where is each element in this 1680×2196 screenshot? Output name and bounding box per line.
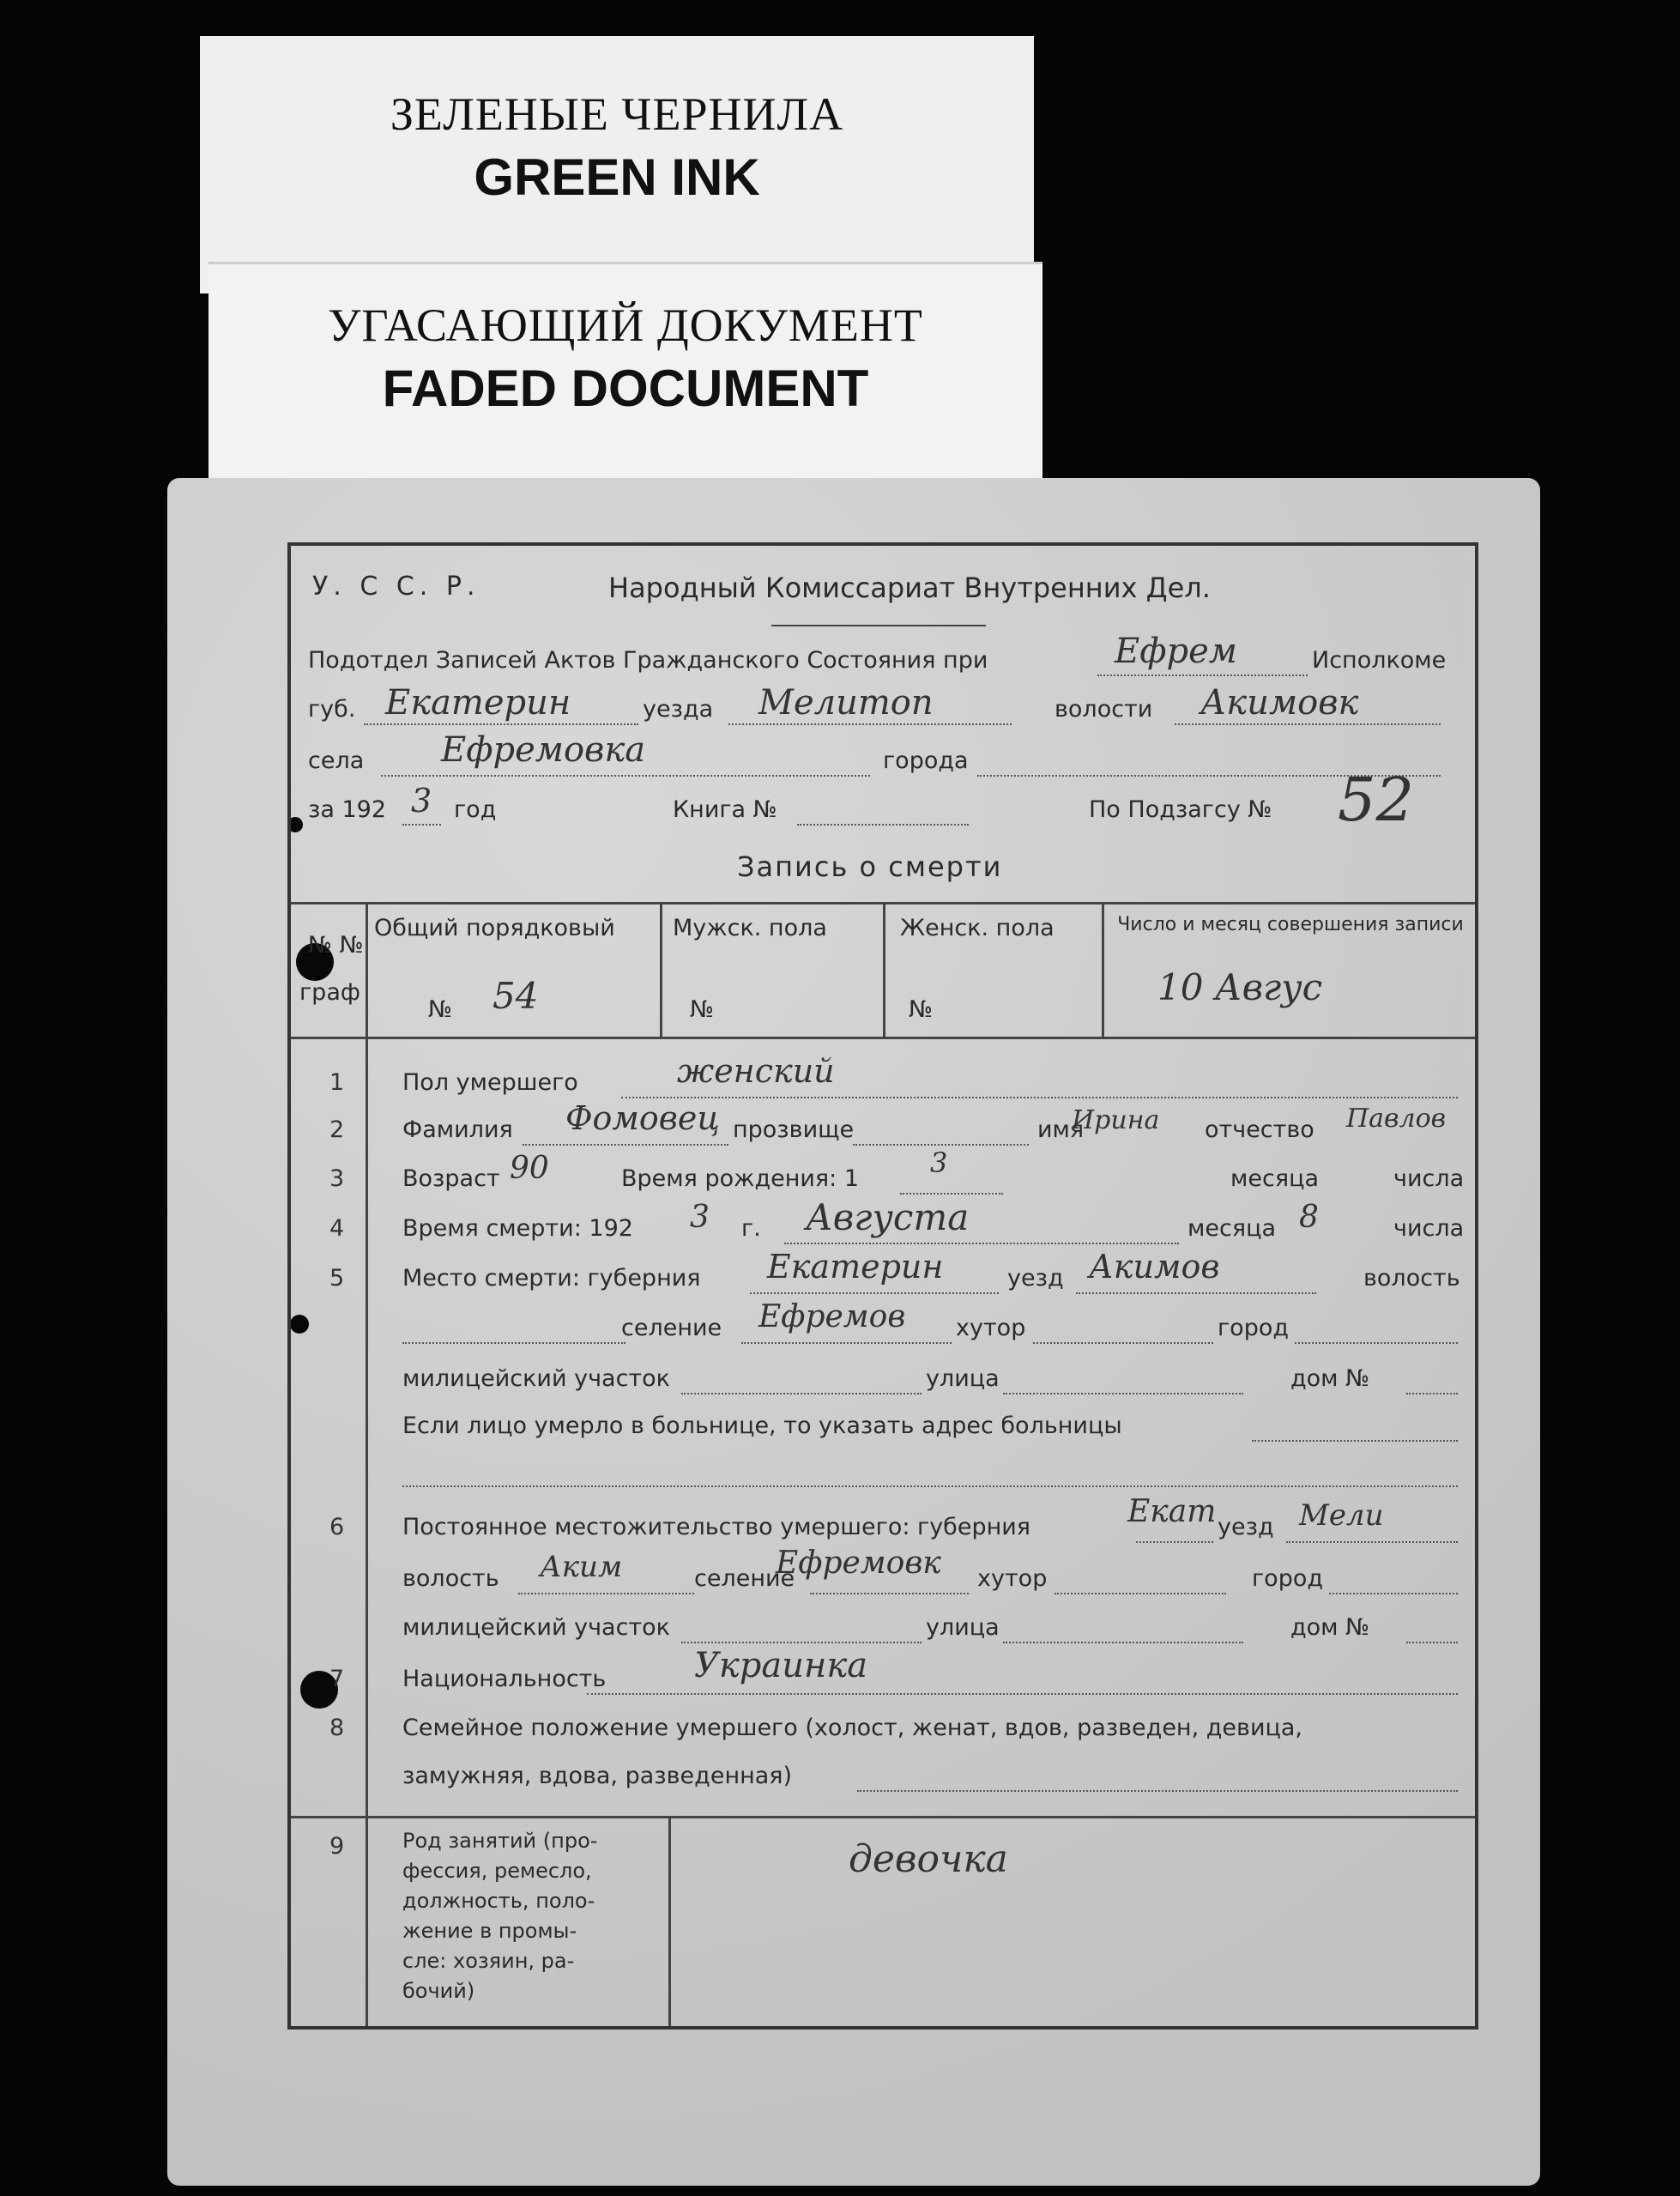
birth-label: Время рождения: 1 [621,1165,860,1192]
death-gorod-label: город [1218,1315,1290,1341]
faded-document-label-ru: УГАСАЮЩИЙ ДОКУМЕНТ [328,299,923,351]
death-day-label: числа [1393,1215,1465,1242]
death-place-volost-label: волость [1363,1265,1460,1292]
death-day-handwritten: 8 [1299,1200,1319,1235]
death-selenie-handwritten: Ефремов [758,1299,906,1334]
residence-volost-label: волость [402,1565,499,1592]
row-number: 3 [329,1165,345,1192]
residence-selenie-label: селение [694,1565,795,1592]
row-number: 9 [329,1833,345,1860]
volost-handwritten: Акимовк [1200,683,1359,723]
hospital-label: Если лицо умерло в больнице, то указать адрес больницы [402,1413,1122,1439]
row-number: 8 [329,1715,345,1741]
death-place-uezd-line [1076,1292,1316,1294]
nickname-label: прозвище [733,1116,855,1143]
record-date-handwritten: 10 Авгус [1157,966,1323,1008]
patronymic-label: отчество [1205,1116,1314,1143]
birth-month-label: месяца [1230,1165,1319,1192]
death-month-label: месяца [1187,1215,1276,1242]
subdept-label: Подотдел Записей Актов Гражданского Состояния при [308,647,988,674]
republic-label: У. С С. Р. [312,572,480,602]
family-status-field-line [857,1790,1458,1792]
death-selenie-line [741,1342,952,1344]
death-month-handwritten: Августа [806,1196,970,1238]
col-date-label: Число и месяц совершения записи [1117,914,1464,935]
family-status-label: Семейное положение умершего (холост, женат, вдов, разведен, девица, [402,1715,1302,1741]
death-place-gub-handwritten: Екатерин [767,1248,944,1286]
selo-field-line [381,775,870,777]
residence-selenie-handwritten: Ефремовк [776,1546,941,1581]
residence-uezd-handwritten: Мели [1299,1498,1384,1533]
birth-day-label: числа [1393,1165,1465,1192]
death-khutor-line [1033,1342,1213,1344]
death-house-line [1406,1393,1458,1394]
year-label: за 192 [308,796,387,823]
death-record-form [167,478,1540,2186]
pri-field-line [1097,675,1308,676]
faded-document-label-en: FADED DOCUMENT [382,360,869,417]
residence-khutor-label: хутор [977,1565,1048,1592]
kniga-label: Книга № [673,796,777,823]
residence-label: Постоянное местожительство умершего: губерния [402,1514,1031,1540]
occupation-label-1: Род занятий (про- [402,1829,598,1853]
uezd-handwritten: Мелитоп [758,683,934,723]
table-column-border [660,902,662,1037]
year-handwritten: 3 [411,782,432,820]
death-place-gub-line [750,1292,999,1294]
hospital-field-line-2 [402,1485,1458,1487]
podzag-number-handwritten: 52 [1338,765,1415,835]
hospital-field-line [1252,1440,1458,1442]
death-time-label: Время смерти: 192 [402,1215,633,1242]
female-no-sign: № [909,996,934,1023]
row-number: 4 [329,1215,345,1242]
death-house-label: дом № [1290,1365,1370,1392]
col-male-label: Мужск. пола [673,915,827,941]
table-column-border [883,902,885,1037]
occupation-row-border [291,1816,1475,1818]
title-underline [771,625,986,626]
family-status-label-2: замужняя, вдова, разведенная) [402,1763,793,1789]
col-female-label: Женск. пола [900,915,1055,941]
occupation-label-2: фессия, ремесло, [402,1859,592,1883]
nationality-handwritten: Украинка [694,1646,868,1685]
name-label: имя [1037,1116,1085,1143]
col-graf-label: граф [299,979,360,1006]
general-no-handwritten: 54 [493,975,539,1017]
general-no-sign: № [428,996,453,1023]
selo-handwritten: Ефремовка [441,730,646,770]
patronymic-handwritten: Павлов [1346,1104,1447,1134]
faded-document-label-card [208,264,1042,483]
death-street-label: улица [926,1365,1000,1392]
death-place-line [402,1342,625,1344]
gub-label: губ. [308,696,356,723]
sex-label: Пол умершего [402,1069,578,1096]
col-num-label: № № [308,932,364,959]
birth-field-line [900,1193,1003,1195]
executive-label: Исполкоме [1312,647,1447,674]
occupation-label-5: сле: хозяин, ра- [402,1949,575,1973]
residence-militia-line [681,1642,922,1643]
residence-house-line [1406,1642,1458,1643]
residence-gorod-line [1329,1593,1458,1594]
occupation-label-6: бочий) [402,1979,475,2003]
row-number: 6 [329,1514,345,1540]
kniga-field-line [797,824,969,826]
death-gorod-line [1295,1342,1458,1344]
male-no-sign: № [690,996,715,1023]
gorod-label: города [883,747,969,774]
residence-uezd-line [1286,1541,1458,1543]
nationality-field-line [587,1693,1458,1695]
year-field-line [402,824,441,826]
residence-uezd-label: уезд [1218,1514,1274,1540]
podzag-label: По Подзагсу № [1089,796,1272,823]
residence-selenie-line [810,1593,969,1594]
commissariat-title: Народный Комиссариат Внутренних Дел. [608,572,1211,604]
residence-militia-label: милицейский участок [402,1614,670,1641]
col-general-label: Общий порядковый [374,915,615,941]
death-militia-line [681,1393,922,1394]
uezd-field-line [728,723,1012,725]
gub-field-line [364,723,638,725]
residence-street-label: улица [926,1614,1000,1641]
uezd-label: уезда [643,696,714,723]
green-ink-label-ru: ЗЕЛЕНЫЕ ЧЕРНИЛА [390,88,844,140]
residence-volost-line [518,1593,694,1594]
death-place-uezd-handwritten: Акимов [1089,1248,1220,1286]
nickname-field-line [853,1144,1029,1146]
occupation-label-4: жение в промы- [402,1919,577,1943]
surname-handwritten: Фомовец [565,1099,720,1137]
volost-label: волости [1055,696,1153,723]
green-ink-label-en: GREEN INK [474,148,760,206]
green-ink-label-card [200,36,1034,293]
surname-label: Фамилия [402,1116,513,1143]
nationality-label: Национальность [402,1666,607,1692]
birth-handwritten: 3 [930,1146,948,1179]
sex-handwritten: женский [677,1052,835,1090]
residence-gub-line [1136,1541,1213,1543]
row-number: 5 [329,1265,345,1292]
volost-field-line [1175,723,1441,725]
row-number: 2 [329,1116,345,1143]
god-label: год [454,796,497,823]
row-number-column-border [366,902,368,2026]
surname-field-line [523,1144,728,1146]
row-number: 1 [329,1069,345,1096]
form-frame [287,542,1478,2030]
occupation-handwritten: девочка [849,1837,1008,1881]
death-militia-label: милицейский участок [402,1365,670,1392]
gub-handwritten: Екатерин [385,683,571,723]
death-street-line [1003,1393,1243,1394]
occupation-label-3: должность, поло- [402,1889,595,1913]
residence-gorod-label: город [1252,1565,1324,1592]
occupation-column-border [668,1816,671,2026]
death-year-handwritten: 3 [690,1200,710,1235]
age-label: Возраст [402,1165,500,1192]
age-handwritten: 90 [510,1151,549,1186]
name-handwritten: Ирина [1072,1105,1160,1135]
residence-street-line [1003,1642,1243,1643]
death-month-field-line [784,1243,1179,1244]
residence-gub-handwritten: Екат [1127,1494,1217,1529]
table-column-border [1102,902,1104,1037]
sex-field-line [621,1097,1458,1098]
row-number: 7 [329,1666,345,1692]
table-head-bottom-border [291,1037,1475,1039]
residence-khutor-line [1055,1593,1226,1594]
death-khutor-label: хутор [956,1315,1026,1341]
pri-handwritten: Ефрем [1115,632,1237,671]
g-label: г. [741,1215,761,1242]
selo-label: села [308,747,365,774]
residence-volost-handwritten: Аким [540,1550,623,1584]
document-title: Запись о смерти [737,850,1003,883]
death-place-uezd-label: уезд [1007,1265,1064,1292]
death-selenie-label: селение [621,1315,722,1341]
death-place-label: Место смерти: губерния [402,1265,701,1292]
residence-house-label: дом № [1290,1614,1370,1641]
